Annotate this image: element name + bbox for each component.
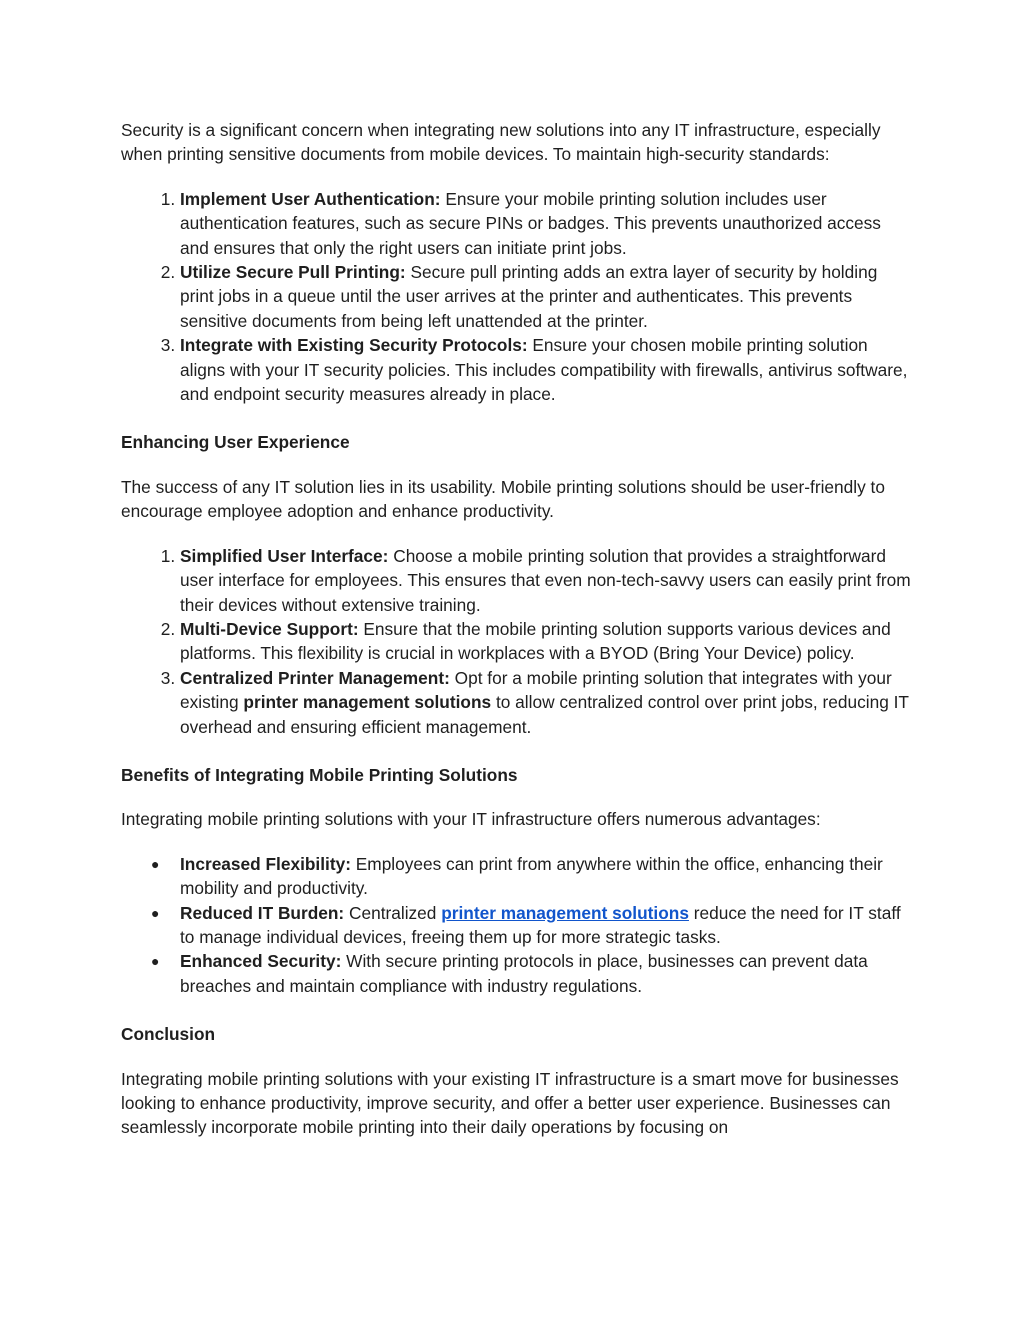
item-title: Centralized Printer Management: — [180, 667, 450, 688]
item-text: Ensure your chosen mobile printing solution aligns with your IT security policies. This includes compatibility with firewalls, antivirus software, and endpoint security measures already in place. — [180, 335, 908, 405]
item-title: Utilize Secure Pull Printing: — [180, 262, 406, 283]
section-heading-ux: Enhancing User Experience — [121, 432, 350, 453]
item-text: Ensure your mobile printing solution includes user authentication features, such as secure PINs or badges. This prevents unauthorized access and ensures that only the right users can initiate print jobs. — [180, 188, 881, 258]
section-heading-conclusion: Conclusion — [121, 1024, 216, 1045]
item-text: Ensure that the mobile printing solution supports various devices and platforms. This flexibility is crucial in workplaces with a BYOD (Bring Your Device) policy. — [180, 618, 891, 664]
item-bold-phrase: printer management solutions — [243, 692, 492, 713]
document-page — [121, 118, 911, 1160]
list-item — [180, 666, 911, 739]
item-title: Multi-Device Support: — [180, 618, 359, 639]
list-item — [151, 901, 911, 950]
item-text: Centralized — [344, 902, 442, 923]
item-title: Simplified User Interface: — [180, 545, 389, 566]
item-title: Reduced IT Burden: — [180, 902, 345, 923]
list-item — [180, 260, 911, 333]
section-heading-benefits: Benefits of Integrating Mobile Printing Solutions — [121, 764, 518, 785]
ux-list — [121, 544, 911, 739]
bullet-icon: ● — [151, 904, 160, 921]
benefits-list — [121, 852, 911, 998]
item-text: Employees can print from anywhere within the office, enhancing their mobility and productivity. — [180, 853, 883, 899]
item-text: Choose a mobile printing solution that provides a straightforward user interface for employees. This ensures that even non-tech-savvy users can easily print from their devices without extensive training. — [180, 545, 911, 615]
conclusion-paragraph: Integrating mobile printing solutions with your existing IT infrastructure is a smart move for businesses looking to enhance productivity, improve security, and offer a better user experience. Businesses can seamlessly incorporate mobile printing into their daily operations by focusing on — [121, 1068, 899, 1138]
item-title: Integrate with Existing Security Protocols: — [180, 335, 528, 356]
item-text: Opt for a mobile printing solution that integrates with your existing — [180, 667, 892, 713]
item-text: With secure printing protocols in place, businesses can prevent data breaches and maintain compliance with industry regulations. — [180, 951, 868, 996]
list-item — [151, 852, 911, 901]
list-item — [180, 544, 911, 617]
intro-paragraph: Security is a significant concern when integrating new solutions into any IT infrastructure, especially when printing sensitive documents from mobile devices. To maintain high-security standards: — [121, 120, 881, 165]
item-text: to allow centralized control over print jobs, reducing IT overhead and ensuring efficient management. — [180, 692, 909, 737]
item-title: Implement User Authentication: — [180, 188, 441, 209]
bullet-icon: ● — [151, 953, 160, 970]
item-text: Secure pull printing adds an extra layer of security by holding print jobs in a queue until the user arrives at the printer and authenticates. This prevents sensitive documents from being left unattended at the printer. — [180, 262, 878, 331]
item-text: reduce the need for IT staff to manage individual devices, freeing them up for more strategic tasks. — [180, 902, 901, 947]
item-title: Increased Flexibility: — [180, 853, 351, 874]
item-title: Enhanced Security: — [180, 951, 342, 972]
list-item — [180, 333, 911, 406]
list-item — [151, 949, 911, 998]
list-item — [180, 617, 911, 666]
security-list — [121, 187, 911, 407]
ux-intro-paragraph: The success of any IT solution lies in its usability. Mobile printing solutions should be user-friendly to encourage employee adoption and enhance productivity. — [121, 476, 885, 522]
benefits-intro-paragraph: Integrating mobile printing solutions with your IT infrastructure offers numerous advantages: — [121, 809, 821, 830]
list-item — [180, 187, 911, 260]
printer-management-link[interactable]: printer management solutions — [441, 902, 689, 923]
bullet-icon: ● — [151, 855, 160, 872]
